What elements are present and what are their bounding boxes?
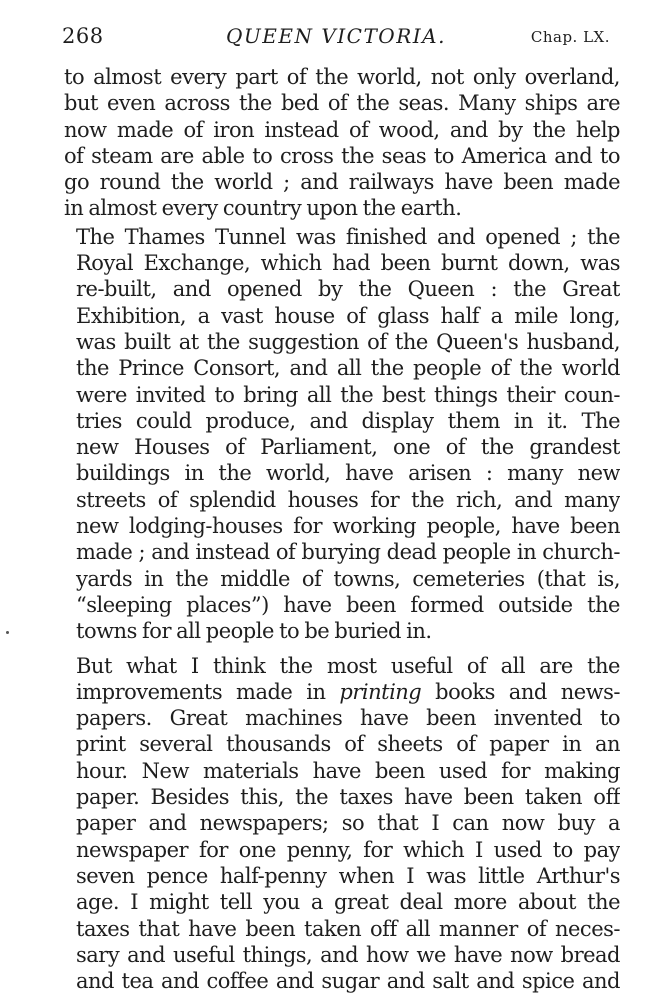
text-line: made ; and instead of burying dead people in church- (76, 540, 620, 565)
text-line: The Thames Tunnel was finished and opened ; the (76, 224, 620, 249)
text-line: go round the world ; and railways have been made (64, 170, 620, 195)
text-line: paper. Besides this, the taxes have been taken off (76, 785, 620, 810)
text-line: re-built, and opened by the Queen : the Great (76, 277, 620, 302)
italic-word: printing (339, 679, 422, 704)
text-line: newspaper for one penny, for which I used to pay (76, 837, 620, 862)
text-line: age. I might tell you a great deal more about the (76, 890, 620, 915)
page-number: 268 (62, 24, 104, 48)
text-line: now made of iron instead of wood, and by the help (64, 117, 620, 142)
running-title: QUEEN VICTORIA. (226, 24, 446, 48)
text-line: of steam are able to cross the seas to America and to (64, 143, 620, 168)
text-line: sary and useful things, and how we have now bread (76, 942, 620, 967)
text-line: were invited to bring all the best things their coun- (76, 382, 620, 407)
text-line: the Prince Consort, and all the people of the world (76, 356, 620, 381)
text-line: streets of splendid houses for the rich, and many (76, 487, 620, 512)
margin-speck (6, 631, 9, 634)
text-line: But what I think the most useful of all are the (76, 653, 620, 678)
text-line: and tea and coffee and sugar and salt and spice and (76, 969, 620, 994)
text-line: new Houses of Parliament, one of the grandest (76, 435, 620, 460)
text-line: seven pence half-penny when I was little Arthur's (76, 863, 620, 888)
text-line: Royal Exchange, which had been burnt down, was (76, 251, 620, 276)
text-line: buildings in the world, have arisen : many new (76, 461, 620, 486)
text-line: papers. Great machines have been invented to (76, 706, 620, 731)
text-line: print several thousands of sheets of paper in an (76, 732, 620, 757)
text-line: paper and newspapers; so that I can now buy a (76, 811, 620, 836)
body-text (64, 64, 620, 994)
text-line: but even across the bed of the seas. Many ships are (64, 91, 620, 116)
text-line: tries could produce, and display them in it. The (76, 408, 620, 433)
paragraph-1 (64, 64, 620, 222)
text-line: in almost every country upon the earth. (64, 196, 462, 221)
paragraph-3 (64, 653, 620, 995)
paragraph-2 (64, 224, 620, 645)
text-line: taxes that have been taken off all manner of neces- (76, 916, 620, 941)
text-line: hour. New materials have been used for making (76, 758, 620, 783)
text-line: “sleeping places”) have been formed outside the (76, 592, 620, 617)
text-line: to almost every part of the world, not only overland, (64, 65, 620, 89)
text-line: was built at the suggestion of the Queen's husband, (76, 329, 620, 354)
text-line: yards in the middle of towns, cemeteries (that is, (76, 566, 620, 591)
chapter-reference: Chap. LX. (530, 28, 610, 46)
text-line: towns for all people to be buried in. (76, 619, 432, 644)
text-line: improvements made in printing books and news- (76, 679, 620, 704)
text-line: new lodging-houses for working people, have been (76, 514, 620, 539)
running-header (62, 22, 610, 50)
text-line: Exhibition, a vast house of glass half a mile long, (76, 303, 620, 328)
